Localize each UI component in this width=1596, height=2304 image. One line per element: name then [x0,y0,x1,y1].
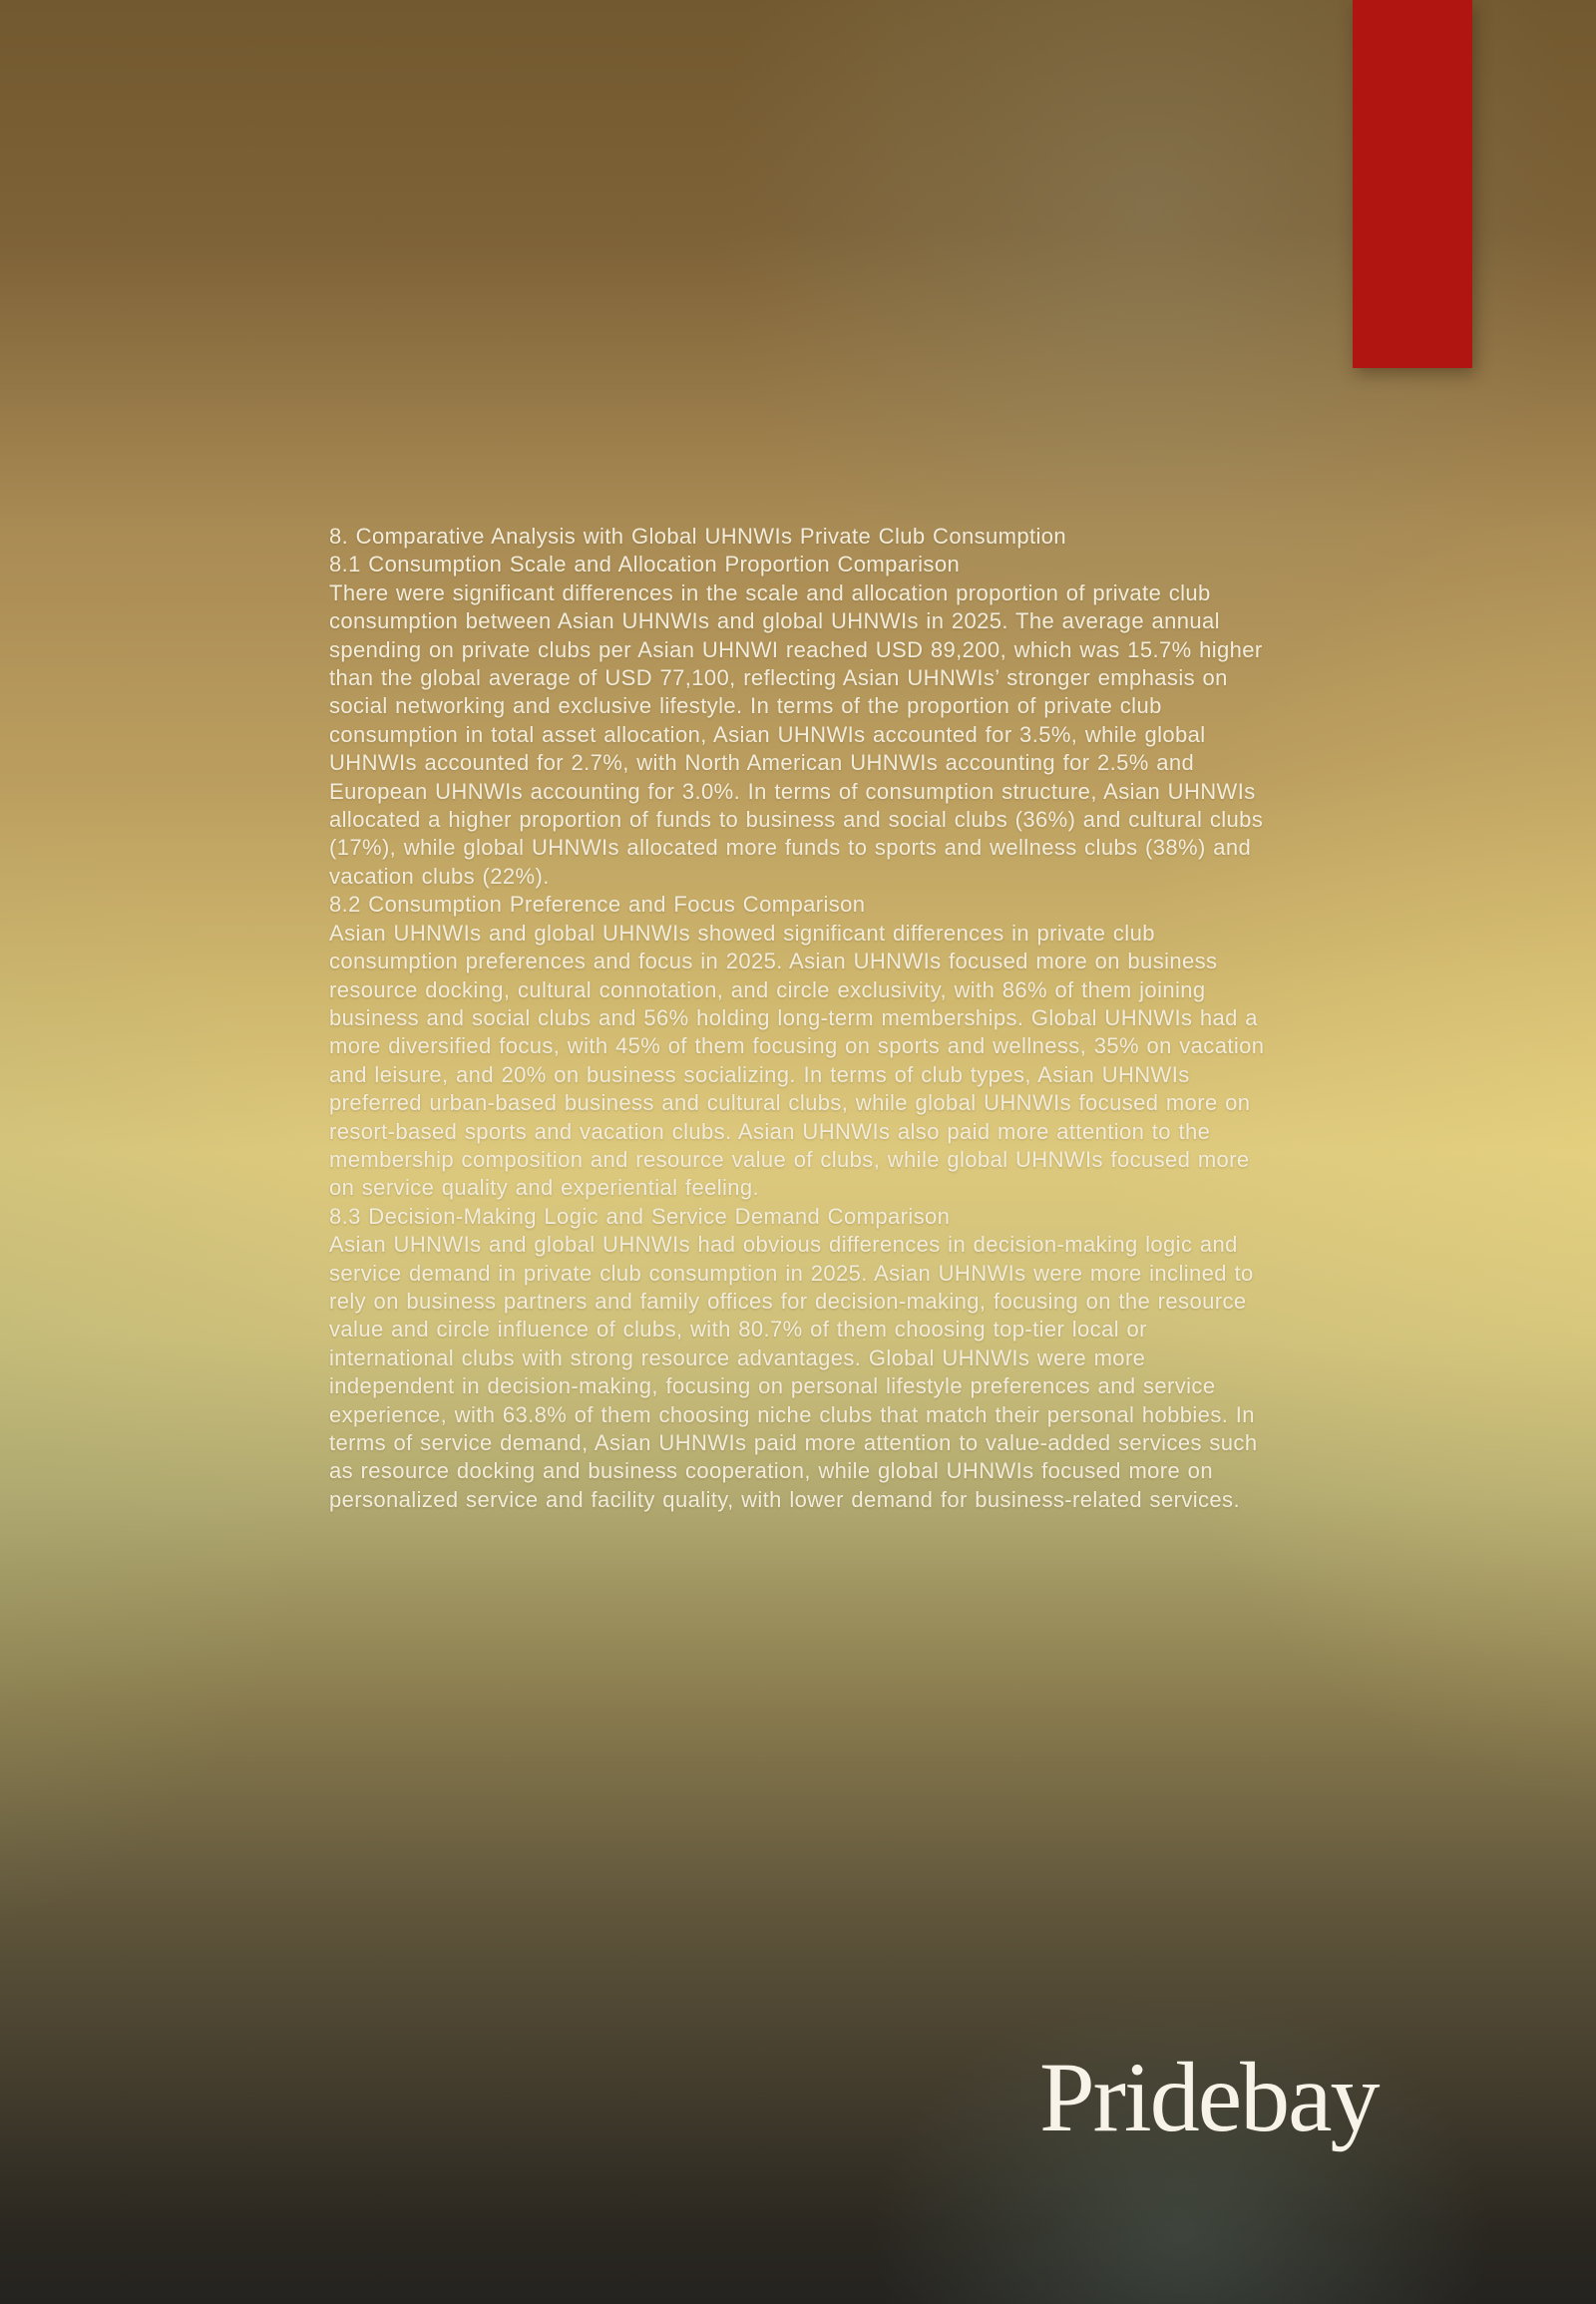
section-8-3-heading: 8.3 Decision-Making Logic and Service Demand Comparison [329,1203,951,1229]
section-8-2-heading: 8.2 Consumption Preference and Focus Comparison [329,892,866,918]
pridebay-logo: Pridebay [1039,2042,1379,2152]
red-accent-bar [1353,0,1472,368]
section-8-heading: 8. Comparative Analysis with Global UHNWIs Private Club Consumption [329,524,1067,549]
section-8-2-paragraph: Asian UHNWIs and global UHNWIs showed significant differences in private club consumption preferences and focus in 2025. Asian UHNWIs focused more on business resource docking, cultural connotation, and circle exclusivity, with 86% of them joining business and social clubs and 56% holding long-term memberships. Global UHNWIs had a more diversified focus, with 45% of them focusing on sports and wellness, 35% on vacation and leisure, and 20% on business socializing. In terms of club types, Asian UHNWIs preferred urban-based business and cultural clubs, while global UHNWIs focused more on resort-based sports and vacation clubs. Asian UHNWIs also paid more attention to the membership composition and resource value of clubs, while global UHNWIs focused more on service quality and experiential feeling. [329,920,1265,1201]
section-8-1-heading: 8.1 Consumption Scale and Allocation Proportion Comparison [329,552,961,577]
section-8-1-paragraph: There were significant differences in the scale and allocation proportion of private club consumption between Asian UHNWIs and global UHNWIs in 2025. The average annual spending on private clubs per Asian UHNWI reached USD 89,200, which was 15.7% higher than the global average of USD 77,100, reflecting Asian UHNWIs’ stronger emphasis on social networking and exclusive lifestyle. In terms of the proportion of private club consumption in total asset allocation, Asian UHNWIs accounted for 3.5%, while global UHNWIs accounted for 2.7%, with North American UHNWIs accounting for 2.5% and European UHNWIs accounting for 3.0%. In terms of consumption structure, Asian UHNWIs allocated a higher proportion of funds to business and social clubs (36%) and cultural clubs (17%), while global UHNWIs allocated more funds to sports and wellness clubs (38%) and vacation clubs (22%). [329,579,1264,889]
section-8-3-paragraph: Asian UHNWIs and global UHNWIs had obvious differences in decision-making logic and service demand in private club consumption in 2025. Asian UHNWIs were more inclined to rely on business partners and family offices for decision-making, focusing on the resource value and circle influence of clubs, with 80.7% of them choosing top-tier local or international clubs with strong resource advantages. Global UHNWIs were more independent in decision-making, focusing on personal lifestyle preferences and service experience, with 63.8% of them choosing niche clubs that match their personal hobbies. In terms of service demand, Asian UHNWIs paid more attention to value-added services such as resource docking and business cooperation, while global UHNWIs focused more on personalized service and facility quality, with lower demand for business-related services. [329,1232,1258,1512]
report-text-block [329,523,1277,1514]
